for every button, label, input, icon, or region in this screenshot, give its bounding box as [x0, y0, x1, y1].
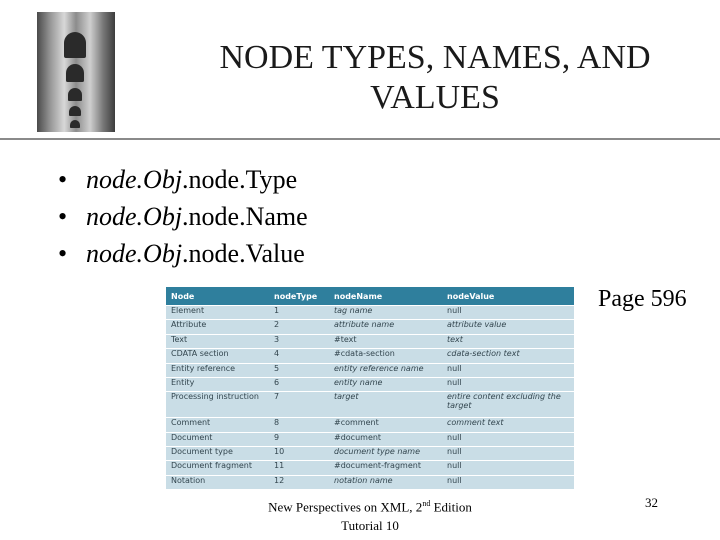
table-cell: null	[442, 306, 574, 320]
footer-book: New Perspectives on XML, 2	[268, 499, 423, 515]
table-cell: Document type	[166, 447, 269, 461]
table-cell: Document fragment	[166, 461, 269, 475]
table-cell: notation name	[329, 475, 442, 489]
table-cell: Comment	[166, 418, 269, 432]
table-cell: attribute name	[329, 320, 442, 334]
table-header-cell: nodeType	[269, 287, 329, 306]
bullet-property: .node.Value	[182, 239, 305, 268]
bullet-list	[58, 163, 308, 274]
arch-shape	[68, 88, 82, 101]
table-row	[166, 418, 574, 432]
bullet-property: .node.Name	[182, 202, 308, 231]
node-types-table	[166, 287, 574, 489]
bullet-glyph: •	[58, 239, 68, 268]
table-cell: null	[442, 377, 574, 391]
table-cell: 3	[269, 334, 329, 348]
table-row	[166, 320, 574, 334]
title-line-1: NODE TYPES, NAMES, AND	[219, 39, 651, 76]
bullet-item	[58, 200, 308, 237]
table-cell: attribute value	[442, 320, 574, 334]
table-cell: Element	[166, 306, 269, 320]
table-cell: 9	[269, 432, 329, 446]
table-cell: null	[442, 447, 574, 461]
arch-shape	[64, 32, 86, 58]
table-cell: comment text	[442, 418, 574, 432]
table-cell: 6	[269, 377, 329, 391]
table-cell: 12	[269, 475, 329, 489]
footer-line-2: Tutorial 10	[341, 518, 399, 534]
table-cell: 8	[269, 418, 329, 432]
table-cell: target	[329, 392, 442, 418]
bullet-glyph: •	[58, 202, 68, 231]
table-cell: null	[442, 363, 574, 377]
table-cell: 4	[269, 349, 329, 363]
arch-shape	[69, 106, 81, 116]
slide-number: 32	[645, 495, 658, 510]
table-cell: null	[442, 432, 574, 446]
bullet-object: node.Obj	[86, 202, 183, 231]
table-cell: entity name	[329, 377, 442, 391]
table-row	[166, 349, 574, 363]
table-cell: 11	[269, 461, 329, 475]
title-line-2: VALUES	[370, 79, 500, 116]
table-cell: Entity	[166, 377, 269, 391]
arch-shape	[70, 120, 80, 128]
table-cell: #text	[329, 334, 442, 348]
table-cell: 1	[269, 306, 329, 320]
table-cell: CDATA section	[166, 349, 269, 363]
table-cell: null	[442, 461, 574, 475]
table-header-row	[166, 287, 574, 306]
page-reference: Page 596	[598, 286, 687, 312]
table-cell: 5	[269, 363, 329, 377]
table-cell: document type name	[329, 447, 442, 461]
table-cell: entity reference name	[329, 363, 442, 377]
table-cell: #comment	[329, 418, 442, 432]
table-cell: Entity reference	[166, 363, 269, 377]
table-cell: #cdata-section	[329, 349, 442, 363]
bullet-item	[58, 237, 308, 274]
bullet-property: .node.Type	[182, 165, 298, 194]
slide-title	[150, 38, 720, 118]
table-header-cell: nodeName	[329, 287, 442, 306]
bridge-arch-photo	[37, 12, 115, 132]
table-cell: entire content excluding the target	[442, 392, 574, 418]
table-cell: #document	[329, 432, 442, 446]
table-row	[166, 461, 574, 475]
table-row	[166, 475, 574, 489]
table-row	[166, 432, 574, 446]
table-cell: Processing instruction	[166, 392, 269, 418]
footer-edition: Edition	[430, 499, 472, 515]
table-cell: cdata-section text	[442, 349, 574, 363]
table-cell: Attribute	[166, 320, 269, 334]
table-cell: #document-fragment	[329, 461, 442, 475]
table-cell: Text	[166, 334, 269, 348]
bullet-object: node.Obj	[86, 239, 183, 268]
table-cell: 7	[269, 392, 329, 418]
table-row	[166, 447, 574, 461]
table-cell: Document	[166, 432, 269, 446]
table-cell: text	[442, 334, 574, 348]
arch-shape	[66, 64, 84, 82]
footer-superscript: nd	[422, 499, 431, 508]
table-row	[166, 363, 574, 377]
table-cell: 10	[269, 447, 329, 461]
bullet-object: node.Obj	[86, 165, 183, 194]
footer-text	[250, 494, 490, 535]
footer-line-1	[250, 494, 490, 516]
table-cell: 2	[269, 320, 329, 334]
title-divider	[0, 138, 720, 140]
table-header-cell: nodeValue	[442, 287, 574, 306]
table-header-cell: Node	[166, 287, 269, 306]
bullet-glyph: •	[58, 165, 68, 194]
table-row	[166, 377, 574, 391]
table-row	[166, 334, 574, 348]
table-row	[166, 392, 574, 418]
table-cell: tag name	[329, 306, 442, 320]
bullet-item	[58, 163, 308, 200]
table-row	[166, 306, 574, 320]
table-cell: null	[442, 475, 574, 489]
table-cell: Notation	[166, 475, 269, 489]
